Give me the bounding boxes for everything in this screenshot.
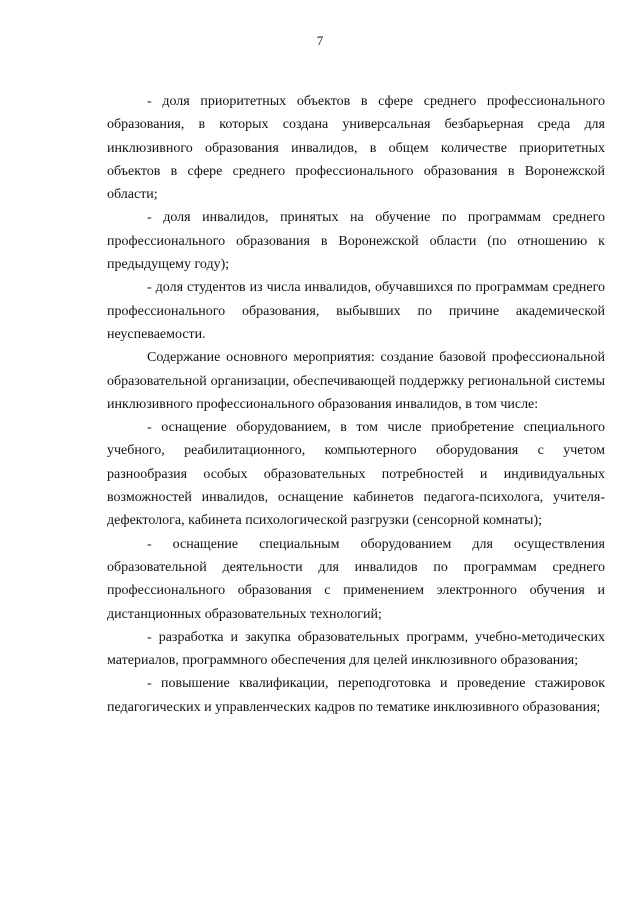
paragraph-students-dropout-share: - доля студентов из числа инвалидов, обучавшихся по программам среднего профессионального образования, выбывших по причине академической неуспеваемости. [107, 280, 605, 342]
paragraph-priority-objects-share: - доля приоритетных объектов в сфере среднего профессионального образования, в которых создана универсальная безбарьерная среда для инклюзивного образования инвалидов, в общем количестве приоритетных объектов в сфере среднего профессионального образования в Воронежской области; [107, 94, 605, 203]
paragraph-staff-training: - повышение квалификации, переподготовка и проведение стажировок педагогических и управленческих кадров по тематике инклюзивного образования; [107, 676, 605, 715]
document-body [107, 90, 605, 719]
paragraph-equipment: - оснащение оборудованием, в том числе приобретение специального учебного, реабилитационного, компьютерного оборудования с учетом разнообразия особых образовательных потребностей и индивидуальных возможностей инвалидов, оснащение кабинетов педагога-психолога, учителя-дефектолога, кабинета психологической разгрузки (сенсорной комнаты); [107, 420, 605, 529]
paragraph-special-equipment: - оснащение специальным оборудованием для осуществления образовательной деятельности для инвалидов по программам среднего профессионального образования с применением электронного обучения и дистанционных образовательных технологий; [107, 536, 605, 622]
paragraph-programs-development: - разработка и закупка образовательных программ, учебно-методических материалов, программного обеспечения для целей инклюзивного образования; [107, 629, 605, 669]
paragraph-disabled-admitted-share: - доля инвалидов, принятых на обучение по программам среднего профессионального образования в Воронежской области (по отношению к предыдущему году); [107, 210, 605, 273]
paragraph-main-activity-content: Содержание основного мероприятия: создание базовой профессиональной образовательной организации, обеспечивающей поддержку региональной системы инклюзивного профессионального образования инвалидов, в том числе: [107, 350, 605, 412]
page-number: 7 [316, 33, 324, 48]
